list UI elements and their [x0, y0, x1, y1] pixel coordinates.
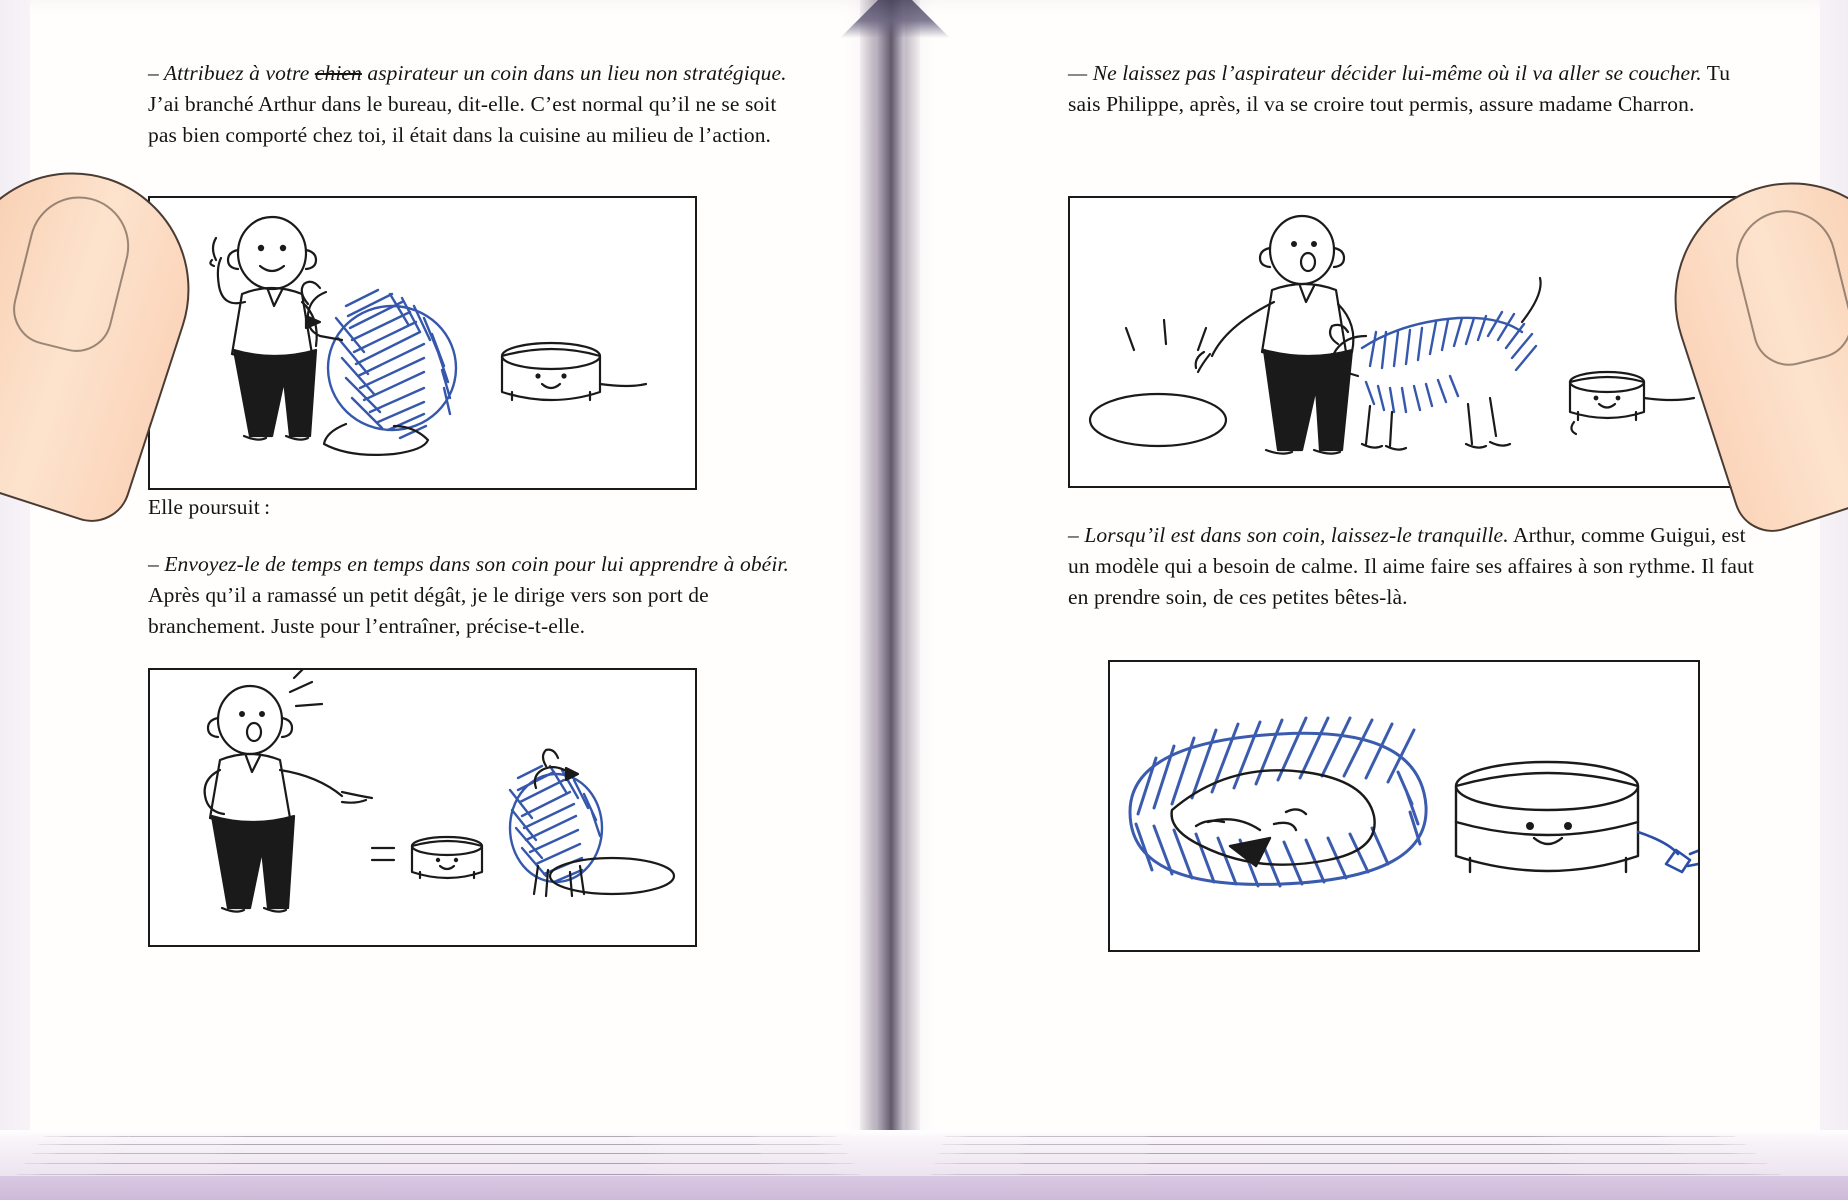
right-thumbnail-nail [1725, 200, 1848, 374]
paragraph-4 [1068, 58, 1758, 120]
book-spine [860, 0, 920, 1160]
illustration-man-pointing-down-at-mat [1068, 196, 1737, 488]
p3-seg-2: Après qu’il a ramassé un petit dégât, je le dirige vers son port de branchement. Juste pour l’entraîner, précise-t-elle. [148, 583, 709, 638]
p1-seg-4: J’ai branché Arthur dans le bureau, dit-elle. C’est normal qu’il ne se soit pas bien comporté chez toi, il était dans la cuisine au milieu de l’action. [148, 92, 777, 147]
p4-seg-1: — Ne laissez pas l’aspirateur décider lui-même où il va aller se coucher. [1068, 61, 1702, 85]
left-thumbnail-nail [5, 186, 139, 360]
p1-struck-word: chien [314, 61, 362, 85]
right-text-column-2 [1068, 520, 1758, 639]
left-text-column-2 [148, 492, 798, 668]
illustration-man-pointing-right-at-vacuum [148, 668, 697, 947]
paragraph-1 [148, 58, 798, 151]
paragraph-2: Elle poursuit : [148, 495, 271, 519]
p5-seg-1: – Lorsqu’il est dans son coin, laissez-le tranquille. [1068, 523, 1509, 547]
p5-seg-2: Arthur, comme Guigui, est un modèle qui a besoin de calme. Il aime faire ses affaires à son rythme. Il faut en prendre soin, de ces petites bêtes-là. [1068, 523, 1754, 609]
right-text-column [1068, 58, 1758, 146]
illustration-man-pointing-up-with-blue-dog [148, 196, 697, 490]
p1-seg-3: aspirateur un coin dans un lieu non stratégique. [361, 61, 787, 85]
book-bottom-shadow [0, 1176, 1848, 1200]
p1-seg-1: – Attribuez à votre [148, 61, 315, 85]
p4-seg-2: Tu sais Philippe, après, il va se croire tout permis, assure madame Charron. [1068, 61, 1731, 116]
p3-seg-1: – Envoyez-le de temps en temps dans son coin pour lui apprendre à obéir. [148, 552, 789, 576]
paragraph-5 [1068, 520, 1758, 613]
illustration-dog-sleeping-in-basket [1108, 660, 1700, 952]
left-text-column [148, 58, 798, 177]
paragraph-3 [148, 549, 798, 642]
